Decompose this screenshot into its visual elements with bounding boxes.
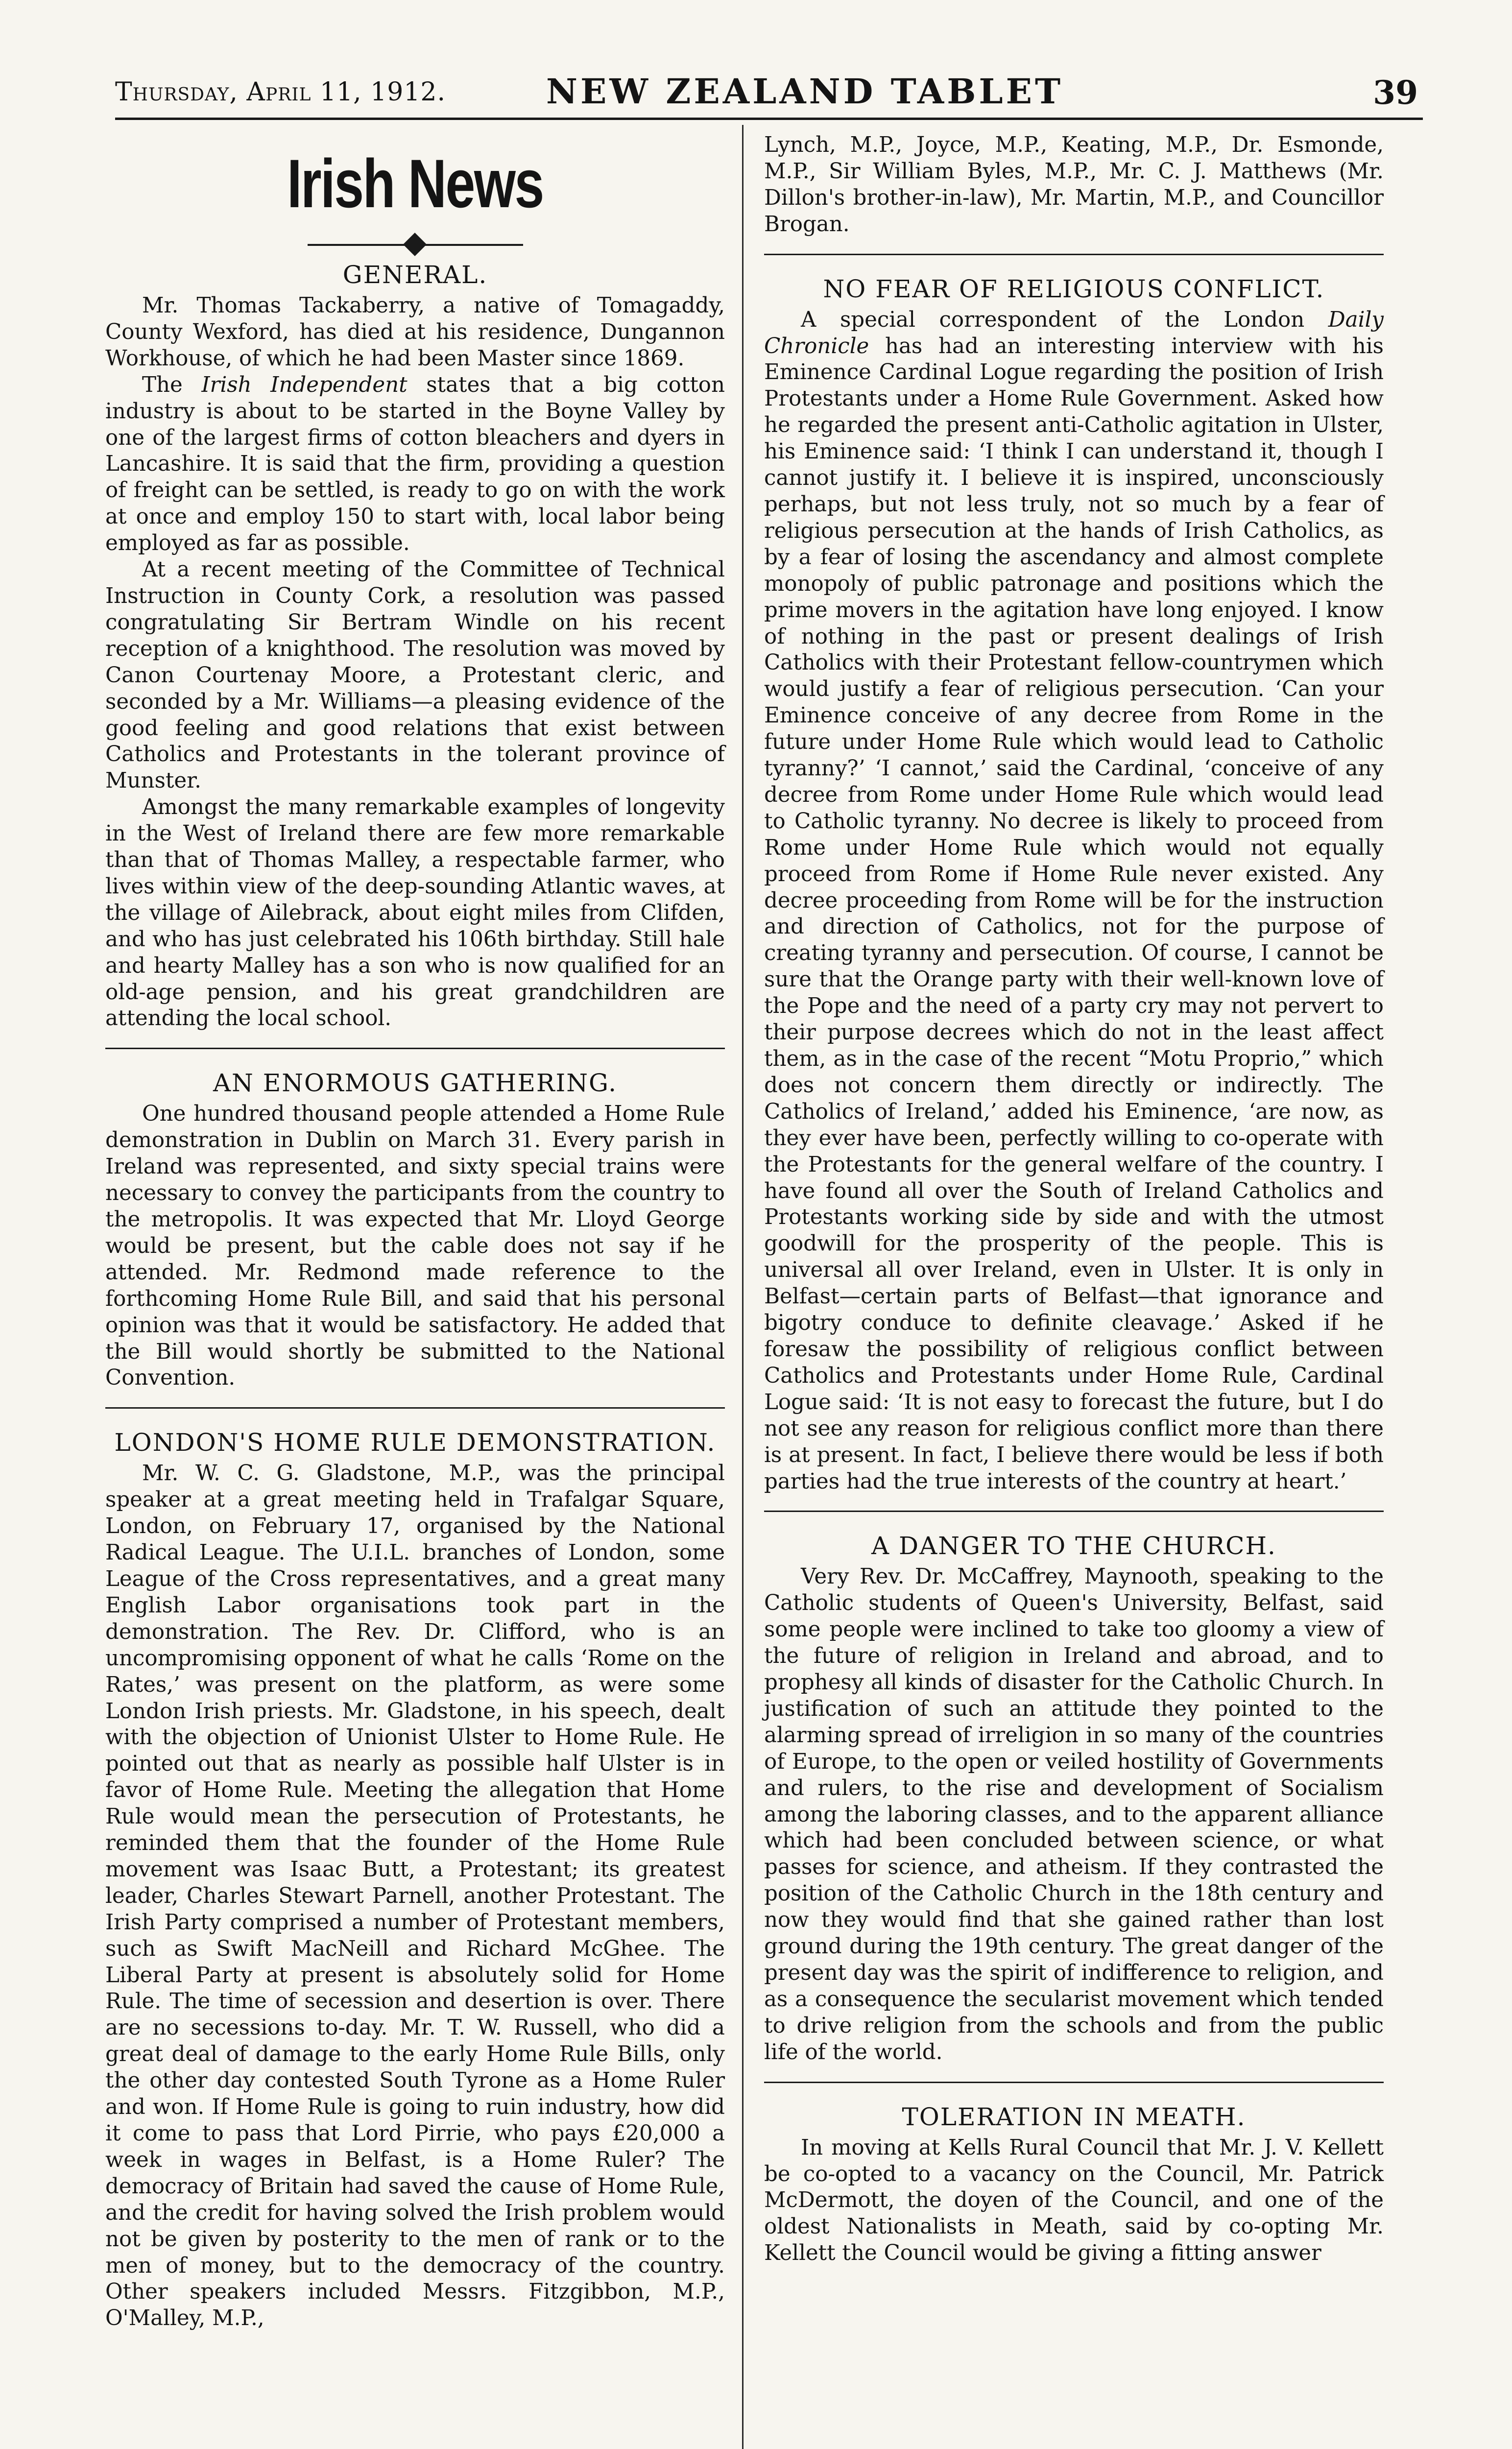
newspaper-title: NEW ZEALAND TABLET bbox=[546, 71, 1064, 112]
column-divider bbox=[742, 125, 744, 2449]
heading-london: LONDON'S HOME RULE DEMONSTRATION. bbox=[114, 1428, 716, 1457]
section-rule bbox=[764, 1511, 1384, 1512]
article-paragraph: Mr. Thomas Tackaberry, a native of Tomagaddy, County Wexford, has died at his residence, Dungannon Workhouse, of which he had been Master since 1869. bbox=[105, 293, 725, 371]
article-paragraph: Amongst the many remarkable examples of longevity in the West of Ireland there are few more remarkable than that of Thomas Malley, a respectable farmer, who lives within view of the deep-sounding Atlantic waves, at the village of Ailebrack, about eight miles from Clifden, and who has just celebrated his 106th birthday. Still hale and hearty Malley has a son who is now qualified for an old-age pension, and his great grandchildren are attending the local school. bbox=[105, 795, 725, 1031]
page-header bbox=[115, 69, 1428, 118]
article-paragraph: At a recent meeting of the Committee of Technical Instruction in County Cork, a resolution was passed congratulating Sir Bertram Windle on his recent reception of a knighthood. The resolution was moved by Canon Courtenay Moore, a Protestant cleric, and seconded by a Mr. Williams—a pleasing evidence of the good feeling and good relations that exist between Catholics and Protestants in the tolerant province of Munster. bbox=[105, 557, 725, 793]
article-paragraph: A special correspondent of the London Daily Chronicle has had an interesting interview with his Eminence Cardinal Logue regarding the position of Irish Protestants under a Home Rule Government. Asked how he regarded the present anti-Catholic agitation in Ulster, his Eminence said: ‘I think I can understand it, though I cannot justify it. I believe it is inspired, unconsciously perhaps, but not less truly, not so much by a fear of religious persecution at the hands of Irish Catholics, as by a fear of losing the ascendancy and almost complete monopoly of public patronage and positions which the prime movers in the agitation have long enjoyed. I know of nothing in the past or present dealings of Irish Catholics with their Protestant fellow-countrymen which would justify a fear of religious persecution. ‘Can your Eminence conceive of any decree from Rome in the future under Home Rule which would lead to Catholic tyranny?’ ‘I cannot,’ said the Cardinal, ‘conceive of any decree from Rome under Home Rule which would lead to Catholic tyranny. No decree is likely to proceed from Rome under Home Rule which would not equally proceed from Rome if Home Rule never existed. Any decree proceeding from Rome will be for the instruction and direction of Catholics, not for the purpose of creating tyranny and persecution. Of course, I cannot be sure that the Orange party with their well-known love of the Pope and the need of a party cry may not pervert to their purpose decrees which do not in the least affect them, as in the case of the recent “Motu Proprio,” which does not concern them directly or indirectly. The Catholics of Ireland,’ added his Eminence, ‘are now, as they ever have been, perfectly willing to co-operate with the Protestants for the general welfare of the country. I have found all over the South of Ireland Catholics and Protestants working side by side and with the utmost goodwill for the prosperity of the people. This is universal all over Ireland, even in Ulster. It is only in Belfast—certain parts of Belfast—that ignorance and bigotry conduce to definite cleavage.’ Asked if he foresaw the possibility of religious conflict between Catholics and Protestants under Home Rule, Cardinal Logue said: ‘It is not easy to forecast the future, but I do not see any reason for religious conflict more than there is at present. In fact, I believe there would be less if both parties had the true interests of the country at heart.’ bbox=[764, 307, 1384, 1494]
heading-danger: A DANGER TO THE CHURCH. bbox=[871, 1532, 1276, 1561]
article-paragraph: One hundred thousand people attended a Home Rule demonstration in Dublin on March 31. Every parish in Ireland was represented, and sixty special trains were necessary to convey the participants from the country to the metropolis. It was expected that Mr. Lloyd George would be present, but the cable does not say if he attended. Mr. Redmond made reference to the forthcoming Home Rule Bill, and said that his personal opinion was that it would be satisfactory. He added that the Bill would shortly be submitted to the National Convention. bbox=[105, 1102, 725, 1391]
section-rule bbox=[764, 2082, 1384, 2083]
header-rule bbox=[115, 118, 1423, 120]
section-rule bbox=[105, 1407, 725, 1409]
page-number: 39 bbox=[1373, 73, 1418, 112]
article-paragraph: In moving at Kells Rural Council that Mr. J. V. Kellett be co-opted to a vacancy on the Council, Mr. Patrick McDermott, the doyen of the Council, and one of the oldest Nationalists in Meath, said by co-opting Mr. Kellett the Council would be giving a fitting answer bbox=[764, 2135, 1384, 2266]
article-paragraph: Very Rev. Dr. McCaffrey, Maynooth, speaking to the Catholic students of Queen's University, Belfast, said some people were inclined to take too gloomy a view of the future of religion in Ireland and abroad, and to prophesy all kinds of disaster for the Catholic Church. In justification of such an attitude they pointed to the alarming spread of irreligion in so many of the countries of Europe, to the open or veiled hostility of Governments and rulers, to the rise and development of Socialism among the laboring classes, and to the apparent alliance which had been concluded between science, or what passes for science, and atheism. If they contrasted the position of the Catholic Church in the 18th century and now they would find that she gained rather than lost ground during the 19th century. The great danger of the present day was the spirit of indifference to religion, and as a consequence the secularist movement which tended to drive religion from the schools and from the public life of the world. bbox=[764, 1564, 1384, 2065]
right-column bbox=[764, 132, 1384, 2267]
article-paragraph: The Irish Independent states that a big cotton industry is about to be started in the Boyne Valley by one of the largest firms of cotton bleachers and dyers in Lancashire. It is said that the firm, providing a question of freight can be settled, is ready to go on with the work at once and employ 150 to start with, local labor being employed as far as possible. bbox=[105, 372, 725, 556]
section-rule bbox=[764, 254, 1384, 255]
heading-meath: TOLERATION IN MEATH. bbox=[902, 2102, 1246, 2131]
heading-general: GENERAL. bbox=[342, 261, 488, 289]
ornament-divider-icon bbox=[308, 230, 523, 260]
issue-date: Thursday, April 11, 1912. bbox=[115, 77, 446, 107]
section-masthead: Irish News bbox=[287, 145, 543, 222]
section-rule bbox=[105, 1048, 725, 1049]
left-column bbox=[105, 132, 725, 2332]
article-paragraph: Mr. W. C. G. Gladstone, M.P., was the principal speaker at a great meeting held in Trafalgar Square, London, on February 17, organised by the National Radical League. The U.I.L. branches of London, some League of the Cross representatives, and a great many English Labor organisations took part in the demonstration. The Rev. Dr. Clifford, who is an uncompromising opponent of what he calls ‘Rome on the Rates,’ was present on the platform, as were some London Irish priests. Mr. Gladstone, in his speech, dealt with the objection of Unionist Ulster to Home Rule. He pointed out that as nearly as possible half Ulster is in favor of Home Rule. Meeting the allegation that Home Rule would mean the persecution of Protestants, he reminded them that the founder of the Home Rule movement was Isaac Butt, a Protestant; its greatest leader, Charles Stewart Parnell, another Protestant. The Irish Party comprised a number of Protestant members, such as Swift MacNeill and Richard McGhee. The Liberal Party at present is absolutely solid for Home Rule. The time of secession and desertion is over. There are no secessions to-day. Mr. T. W. Russell, who did a great deal of damage to the early Home Rule Bills, only the other day contested South Tyrone as a Home Ruler and won. If Home Rule is going to ruin industry, how did it come to pass that Lord Pirrie, who pays £20,000 a week in wages in Belfast, is a Home Ruler? The democracy of Britain had saved the cause of Home Rule, and the credit for having solved the Irish problem would not be given by posterity to the men of rank or to the men of money, but to the democracy of the country. Other speakers included Messrs. Fitzgibbon, M.P., O'Malley, M.P., bbox=[105, 1461, 725, 2331]
article-continuation: Lynch, M.P., Joyce, M.P., Keating, M.P., Dr. Esmonde, M.P., Sir William Byles, M.P., Mr. C. J. Matthews (Mr. Dillon's brother-in-law), Mr. Martin, M.P., and Councillor Brogan. bbox=[764, 133, 1384, 237]
heading-gathering: AN ENORMOUS GATHERING. bbox=[213, 1069, 618, 1098]
heading-conflict: NO FEAR OF RELIGIOUS CONFLICT. bbox=[823, 274, 1325, 303]
